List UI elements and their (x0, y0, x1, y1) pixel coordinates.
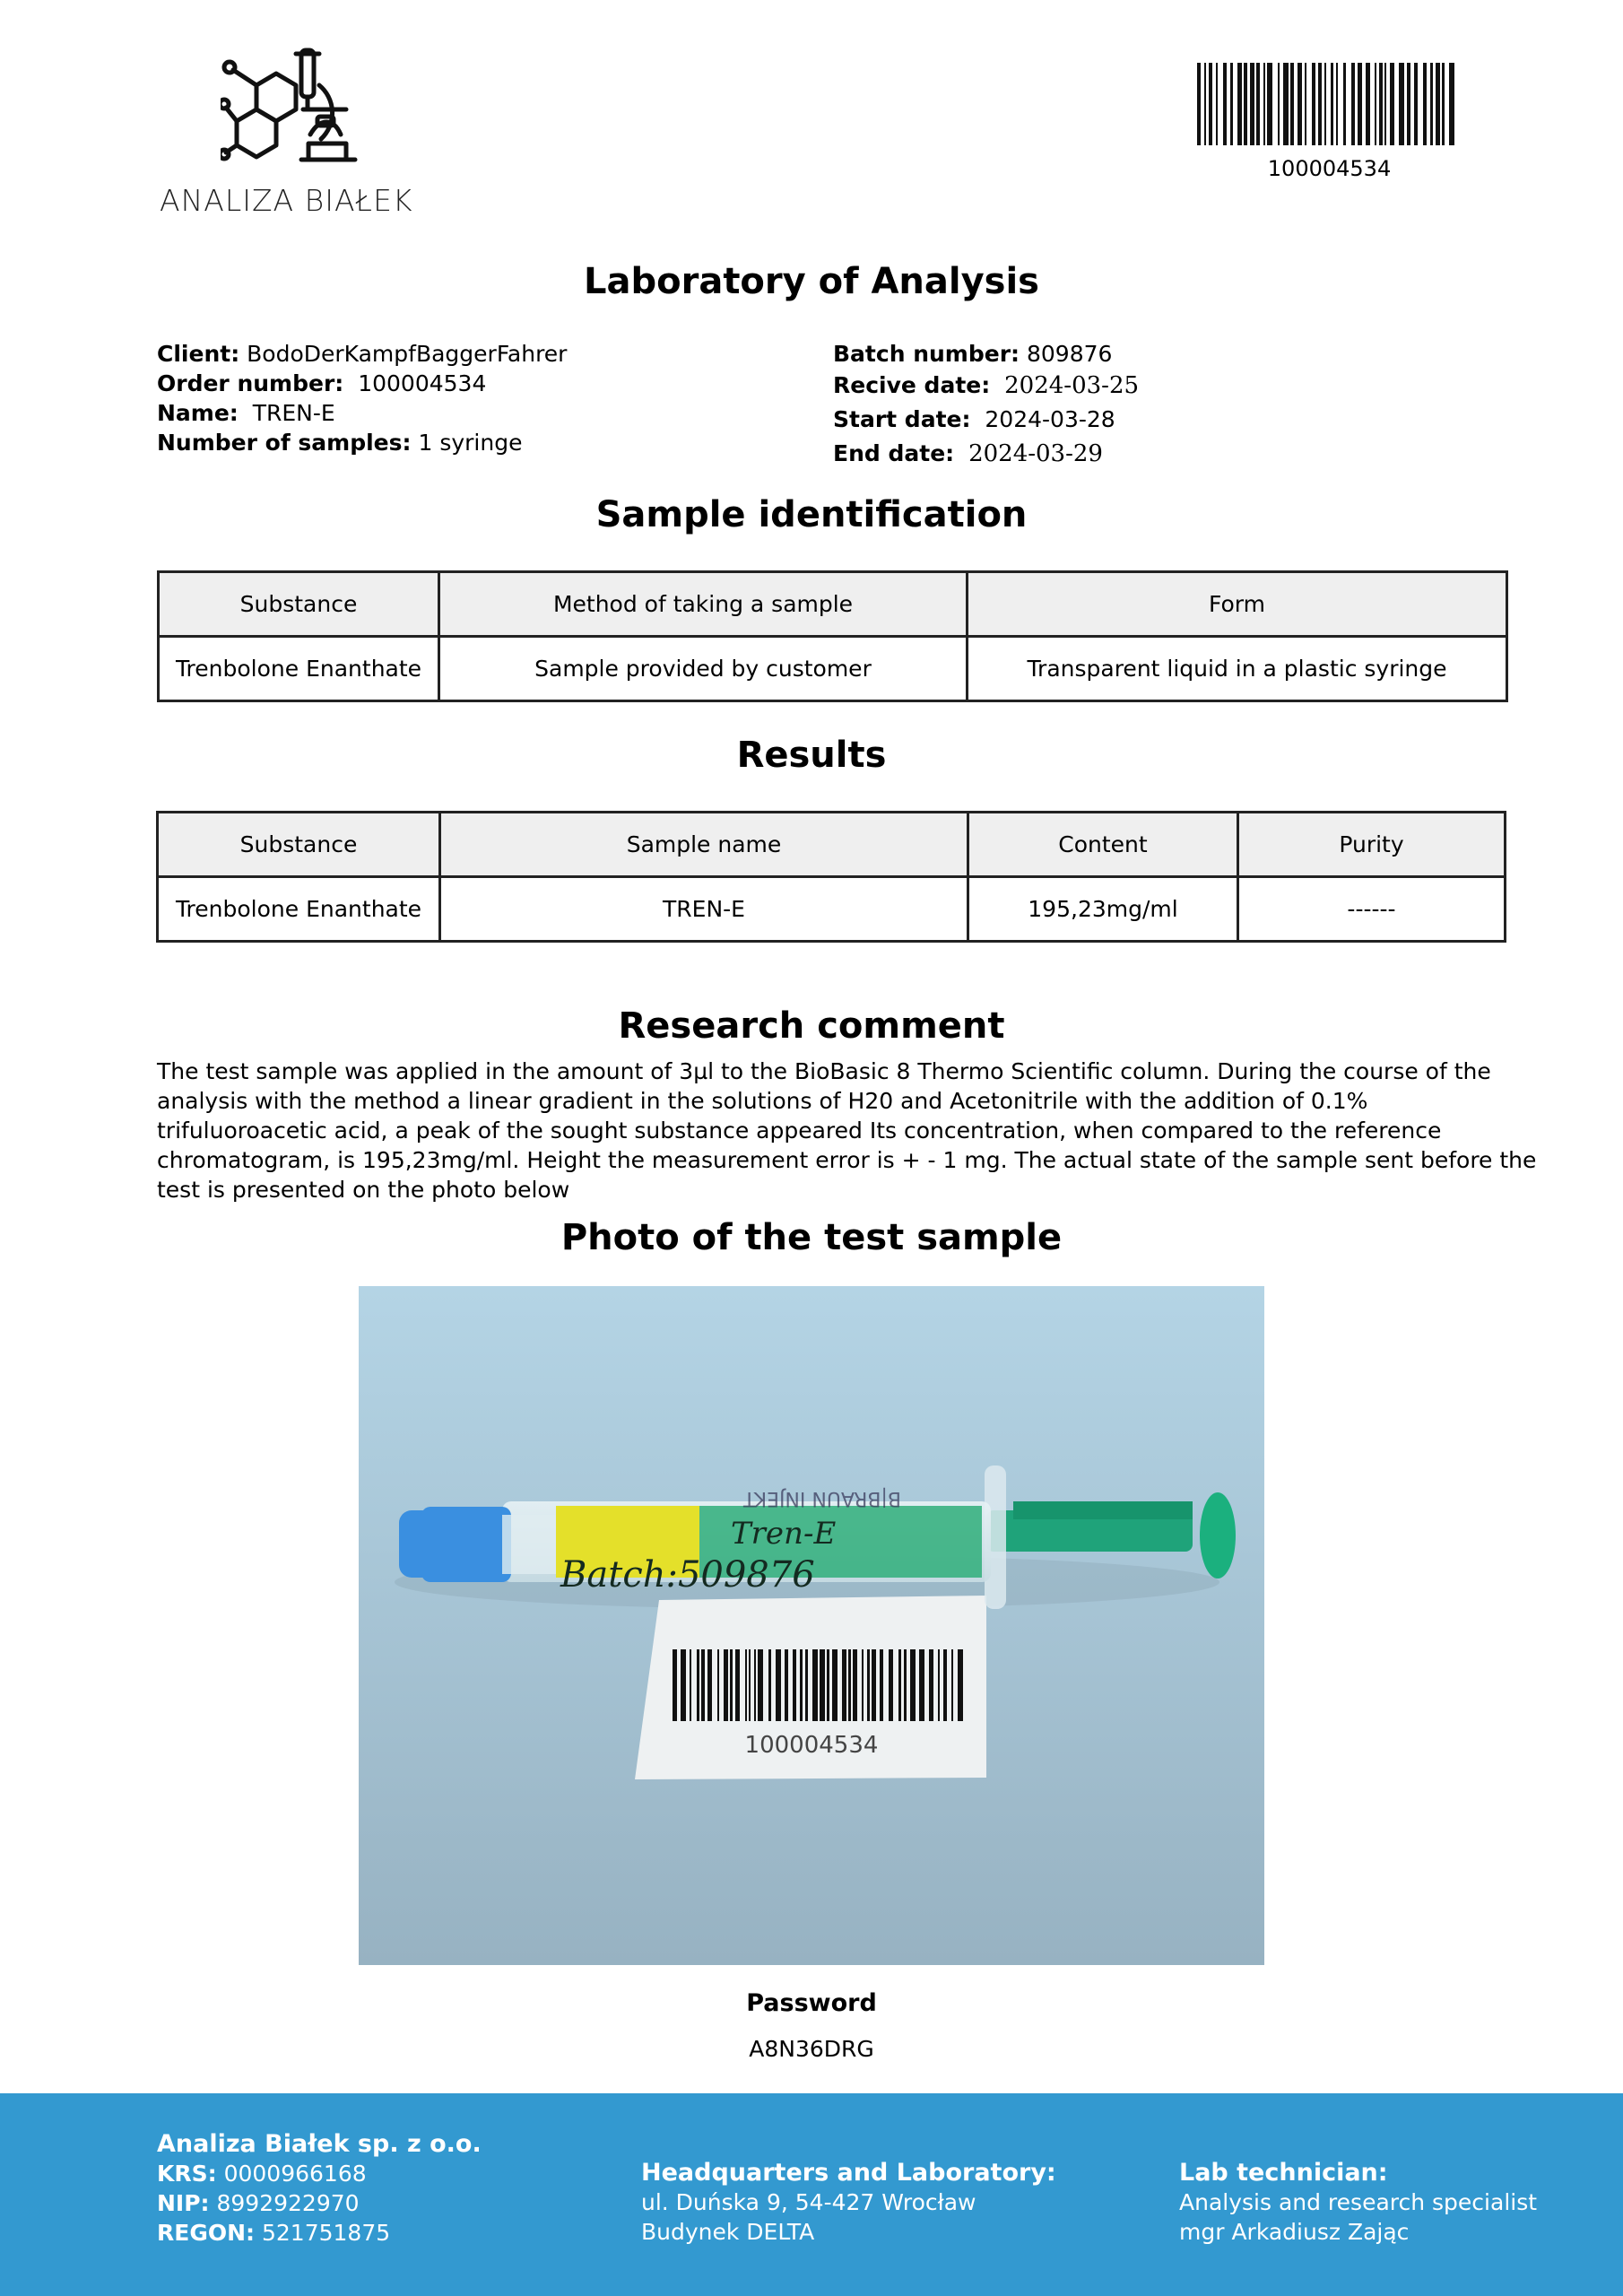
table-header-cell: Substance (158, 813, 440, 877)
password-label: Password (746, 1989, 877, 2017)
hq-address-line: ul. Duńska 9, 54-427 Wrocław (641, 2189, 976, 2215)
syringe-label-batch: Batch:509876 (560, 1554, 815, 1596)
footer-lab-technician (1179, 2158, 1537, 2247)
samples-row: Number of samples: 1 syringe (157, 430, 523, 456)
logo-text: ANALIZA BIAŁEK (160, 183, 413, 218)
syringe-illustration (359, 1286, 1264, 1965)
barcode-number: 100004534 (1267, 156, 1392, 181)
batch-row: Batch number: 809876 (833, 341, 1113, 367)
tech-heading: Lab technician: (1179, 2159, 1388, 2187)
table-header-cell: Purity (1238, 813, 1506, 877)
password-value: A8N36DRG (749, 2036, 874, 2062)
company-logo (160, 45, 429, 224)
table-header-cell: Sample name (440, 813, 968, 877)
sample-identification-table (157, 570, 1508, 702)
research-comment-text: The test sample was applied in the amount of 3µl to the BioBasic 8 Thermo Scientific column. During the course of the analysis with the method a linear gradient in the solutions of H20 and Acetonitrile with the addition of 0.1% trifuluoroacetic acid, a peak of the sought substance appeared Its concentration, when compared to the reference chromatogram, is 195,23mg/ml. Height the measurement error is + - 1 mg. The actual state of the sample sent before the test is presented on the photo below (157, 1058, 1537, 1203)
footer-company-info (157, 2129, 482, 2248)
start-date-row: Start date: 2024-03-28 (833, 406, 1115, 432)
sample-barcode-number: 100004534 (744, 1732, 879, 1759)
sample-identification-heading: Sample identification (595, 494, 1028, 535)
microscope-molecule-icon (221, 45, 373, 179)
barcode-icon (1197, 63, 1462, 145)
nip-row: NIP: 8992922970 (157, 2190, 360, 2216)
company-name: Analiza Białek sp. z o.o. (157, 2130, 482, 2158)
syringe-brand: B|BRAUN INJEKT (742, 1487, 901, 1509)
order-row: Order number: 100004534 (157, 370, 487, 396)
footer (0, 2093, 1623, 2296)
syringe-label-name: Tren-E (731, 1516, 837, 1552)
table-cell: Transparent liquid in a plastic syringe (968, 637, 1507, 701)
table-row (159, 637, 1507, 701)
client-row: Client: BodoDerKampfBaggerFahrer (157, 341, 568, 367)
table-cell: TREN-E (440, 877, 968, 942)
table-row (158, 877, 1506, 942)
table-cell: Trenbolone Enanthate (158, 877, 440, 942)
table-header-cell: Method of taking a sample (439, 572, 968, 637)
research-comment-heading: Research comment (618, 1005, 1005, 1047)
client-info (157, 339, 567, 457)
table-cell: Trenbolone Enanthate (159, 637, 439, 701)
tech-name: mgr Arkadiusz Zając (1179, 2219, 1410, 2245)
table-cell: ------ (1238, 877, 1506, 942)
table-cell: 195,23mg/ml (968, 877, 1238, 942)
table-header-row (158, 813, 1506, 877)
test-sample-photo (359, 1286, 1264, 1965)
name-row: Name: TREN-E (157, 400, 335, 426)
hq-heading: Headquarters and Laboratory: (641, 2159, 1056, 2187)
footer-headquarters (641, 2158, 1056, 2247)
recive-date-row: Recive date: 2024-03-25 (833, 372, 1140, 399)
end-date-row: End date: 2024-03-29 (833, 440, 1103, 467)
page-title: Laboratory of Analysis (584, 261, 1039, 302)
table-header-cell: Substance (159, 572, 439, 637)
table-header-cell: Content (968, 813, 1238, 877)
table-header-cell: Form (968, 572, 1507, 637)
results-heading: Results (736, 735, 887, 776)
results-table (156, 811, 1506, 943)
photo-heading: Photo of the test sample (560, 1217, 1063, 1258)
regon-row: REGON: 521751875 (157, 2220, 391, 2246)
krs-row: KRS: 0000966168 (157, 2161, 367, 2187)
table-header-row (159, 572, 1507, 637)
tech-title: Analysis and research specialist (1179, 2189, 1538, 2215)
barcode (1197, 63, 1462, 188)
table-cell: Sample provided by customer (439, 637, 968, 701)
hq-building-line: Budynek DELTA (641, 2219, 815, 2245)
batch-info (833, 339, 1139, 471)
